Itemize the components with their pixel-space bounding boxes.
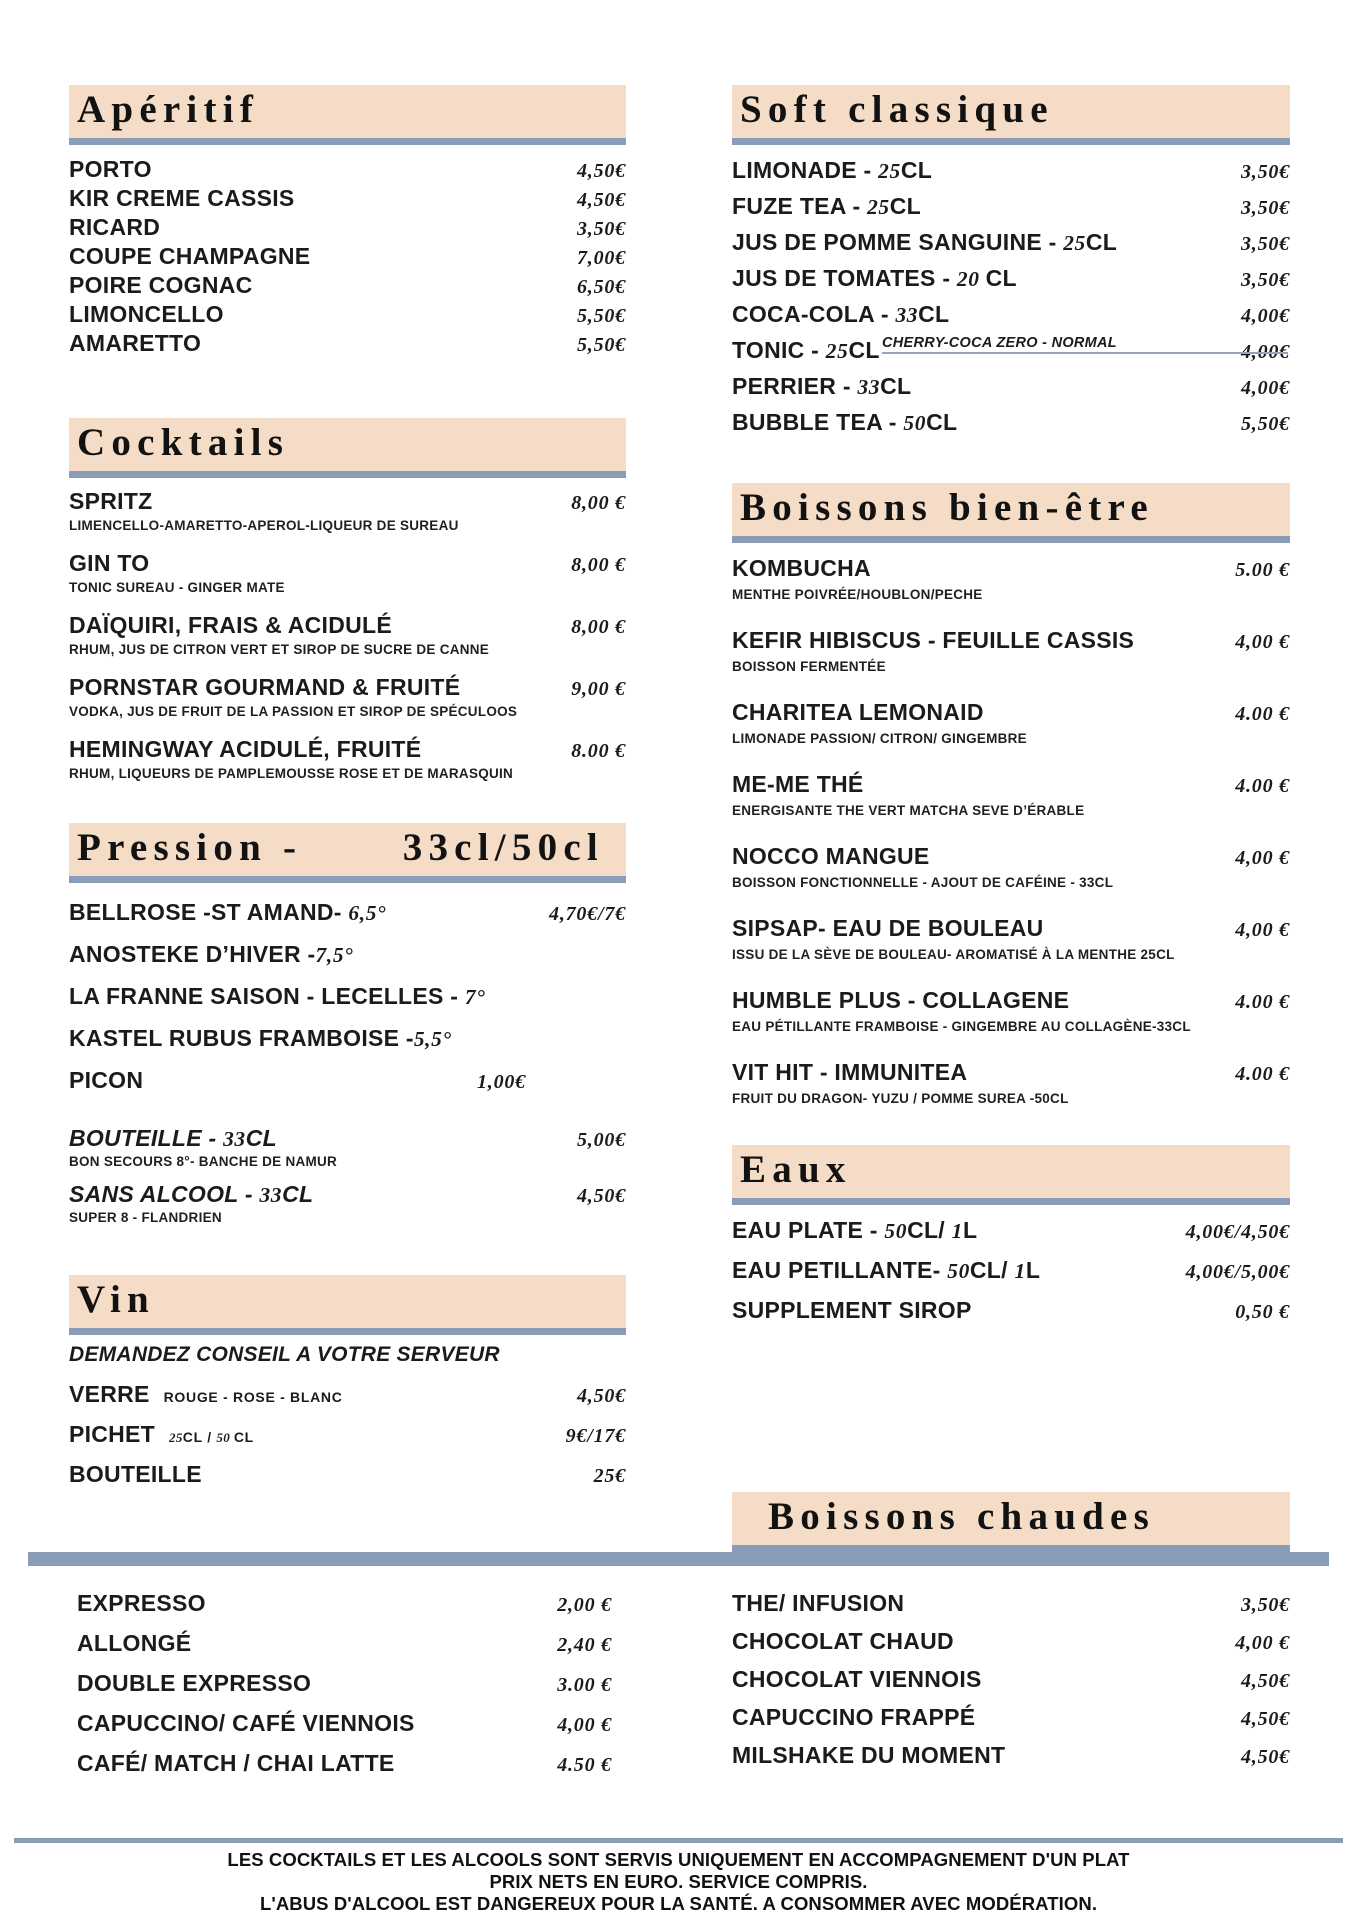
item-name: NOCCO MANGUE — [732, 843, 930, 869]
menu-item-row — [732, 229, 1290, 265]
item-name: SUPPLEMENT SIROP — [732, 1297, 972, 1323]
menu-item — [69, 550, 626, 612]
menu-item-row — [69, 1670, 626, 1710]
coffee-list — [69, 1590, 626, 1790]
item-name: HUMBLE PLUS - COLLAGENE — [732, 987, 1070, 1013]
item-price: 4,00 € — [1235, 919, 1290, 941]
menu-item-row — [732, 265, 1290, 301]
menu-columns — [0, 85, 1357, 1552]
item-price: 3,50€ — [1241, 197, 1290, 219]
menu-item — [69, 488, 626, 550]
section-divider — [28, 1552, 1329, 1566]
menu-item-row — [69, 1710, 626, 1750]
item-price: 5,50€ — [577, 334, 626, 356]
item-price: 4,00€/4,50€ — [1185, 1221, 1290, 1243]
item-name: CHOCOLAT VIENNOIS — [732, 1666, 982, 1692]
cocktails-list — [69, 488, 626, 798]
item-price: 25€ — [593, 1465, 626, 1487]
item-price: 4,00€ — [1241, 341, 1290, 363]
menu-item-row — [732, 337, 1290, 373]
item-price: 3.00 € — [557, 1674, 612, 1696]
item-price: 3,50€ — [1241, 161, 1290, 183]
menu-item-row — [69, 243, 626, 272]
item-price: 3,50€ — [577, 218, 626, 240]
menu-item-row — [69, 301, 626, 330]
item-name: ME-ME THÉ — [732, 771, 864, 797]
menu-item-row — [69, 1421, 626, 1461]
menu-item — [732, 915, 1290, 987]
menu-item-row — [732, 373, 1290, 409]
item-price: 4,50€ — [577, 1185, 626, 1207]
item-price: 3,50€ — [1241, 1594, 1290, 1616]
section-title-text: Vin — [77, 1277, 155, 1321]
menu-item-row — [69, 1630, 626, 1670]
item-price: 4,50€ — [1241, 1708, 1290, 1730]
item-name: KOMBUCHA — [732, 555, 871, 581]
item-price: 3,50€ — [1241, 269, 1290, 291]
menu-item-row — [732, 157, 1290, 193]
pression-section-title — [69, 823, 626, 883]
item-name: VIT HIT - IMMUNITEA — [732, 1059, 968, 1085]
hot-drinks-list — [732, 1590, 1290, 1780]
coca-variants-note: CHERRY-COCA ZERO - NORMAL — [882, 335, 1288, 354]
item-name: CAPUCCINO/ CAFÉ VIENNOIS — [77, 1710, 415, 1736]
item-name: KIR CREME CASSIS — [69, 185, 295, 211]
item-price: 5,50€ — [1241, 413, 1290, 435]
item-description: BOISSON FERMENTÉE — [732, 659, 886, 674]
bottle-list — [69, 1125, 626, 1237]
section-title-text: Boissons bien-être — [740, 485, 1154, 529]
menu-item-row — [69, 185, 626, 214]
menu-item — [69, 736, 626, 798]
item-name: EAU PETILLANTE- 50CL/ 1L — [732, 1257, 1041, 1283]
item-price: 1,00€ — [477, 1071, 526, 1093]
item-price: 4,70€/7€ — [549, 903, 626, 925]
item-price: 4,50€ — [577, 1385, 626, 1407]
section-title-text: Apéritif — [77, 87, 260, 131]
menu-item-row — [732, 409, 1290, 445]
item-price: 9,00 € — [571, 678, 626, 700]
menu-item-row — [69, 156, 626, 185]
bienetre-section-title — [732, 483, 1290, 543]
menu-item — [69, 674, 626, 736]
menu-item — [732, 627, 1290, 699]
menu-item-row — [69, 1067, 626, 1109]
item-name: JUS DE TOMATES - 20 CL — [732, 265, 1017, 291]
item-name: RICARD — [69, 214, 161, 240]
vin-list — [69, 1381, 626, 1501]
menu-item-row — [732, 1217, 1290, 1257]
left-column — [69, 85, 626, 1501]
item-name: DAÏQUIRI, FRAIS & ACIDULÉ — [69, 612, 392, 638]
item-description: MENTHE POIVRÉE/HOUBLON/PECHE — [732, 587, 983, 602]
item-price: 8,00 € — [571, 616, 626, 638]
bottom-columns — [0, 1590, 1357, 1790]
item-name: CHOCOLAT CHAUD — [732, 1628, 954, 1654]
item-price: 4,50€ — [577, 189, 626, 211]
footer — [0, 1838, 1357, 1915]
item-description: BOISSON FONCTIONNELLE - AJOUT DE CAFÉINE - 33CL — [732, 875, 1114, 890]
item-name: COCA-COLA - 33CL — [732, 301, 950, 327]
item-price: 8,00 € — [571, 492, 626, 514]
item-name: ANOSTEKE D’HIVER -7,5° — [69, 941, 354, 967]
item-name: LIMONCELLO — [69, 301, 224, 327]
item-description: LIMENCELLO-AMARETTO-APEROL-LIQUEUR DE SUREAU — [69, 518, 459, 533]
menu-item-row — [69, 983, 626, 1025]
item-price: 5.00 € — [1235, 559, 1290, 581]
menu-item-row — [69, 1590, 626, 1630]
item-description: LIMONADE PASSION/ CITRON/ GINGEMBRE — [732, 731, 1027, 746]
item-price: 2,00 € — [557, 1594, 612, 1616]
item-price: 4,50€ — [1241, 1670, 1290, 1692]
menu-item-row — [732, 1297, 1290, 1337]
menu-item-row — [732, 1628, 1290, 1666]
menu-item-row — [69, 330, 626, 359]
item-name: HEMINGWAY ACIDULÉ, FRUITÉ — [69, 736, 422, 762]
menu-item-row — [732, 1666, 1290, 1704]
menu-item-row — [69, 214, 626, 243]
item-name: COUPE CHAMPAGNE — [69, 243, 311, 269]
item-name: KASTEL RUBUS FRAMBOISE -5,5° — [69, 1025, 452, 1051]
item-price: 4,50€ — [577, 160, 626, 182]
item-name: TONIC - 25CL — [732, 337, 880, 363]
item-price: 4.00 € — [1235, 703, 1290, 725]
menu-item — [69, 612, 626, 674]
item-price: 5,50€ — [577, 305, 626, 327]
section-size-label: 33cl/50cl — [402, 825, 604, 869]
menu-item-row — [69, 1750, 626, 1790]
item-description: EAU PÉTILLANTE FRAMBOISE - GINGEMBRE AU COLLAGÈNE-33CL — [732, 1019, 1191, 1034]
menu-item-row — [69, 899, 626, 941]
item-name: KEFIR HIBISCUS - FEUILLE CASSIS — [732, 627, 1135, 653]
item-name: PERRIER - 33CL — [732, 373, 912, 399]
menu-item-row — [732, 301, 1290, 337]
menu-item — [732, 1059, 1290, 1131]
item-name: PICHET — [69, 1421, 155, 1447]
item-price: 4,00€/5,00€ — [1185, 1261, 1290, 1283]
item-name: EAU PLATE - 50CL/ 1L — [732, 1217, 978, 1243]
menu-item — [732, 843, 1290, 915]
soft-list — [732, 157, 1290, 445]
item-price: 8.00 € — [571, 740, 626, 762]
item-price: 4.50 € — [557, 1754, 612, 1776]
item-name: DOUBLE EXPRESSO — [77, 1670, 312, 1696]
item-name: PORTO — [69, 156, 152, 182]
item-name: PORNSTAR GOURMAND & FRUITÉ — [69, 674, 461, 700]
menu-item-row — [732, 1257, 1290, 1297]
pression-list — [69, 899, 626, 1109]
item-name: AMARETTO — [69, 330, 202, 356]
menu-item-row — [69, 272, 626, 301]
item-description: RHUM, JUS DE CITRON VERT ET SIROP DE SUCRE DE CANNE — [69, 642, 490, 657]
menu-item-row — [732, 193, 1290, 229]
item-description: SUPER 8 - FLANDRIEN — [69, 1210, 222, 1225]
item-name: EXPRESSO — [77, 1590, 206, 1616]
item-price: 7,00€ — [577, 247, 626, 269]
item-price: 9€/17€ — [565, 1425, 626, 1447]
item-name: BUBBLE TEA - 50CL — [732, 409, 958, 435]
bienetre-list — [732, 555, 1290, 1131]
footer-line: LES COCKTAILS ET LES ALCOOLS SONT SERVIS UNIQUEMENT EN ACCOMPAGNEMENT D'UN PLAT — [227, 1849, 1130, 1870]
item-name: FUZE TEA - 25CL — [732, 193, 921, 219]
menu-item-row — [732, 1742, 1290, 1780]
item-detail: 25CL / 50 CL — [169, 1429, 254, 1445]
item-name: SPRITZ — [69, 488, 153, 514]
item-name: LA FRANNE SAISON - LECELLES - 7° — [69, 983, 486, 1009]
item-name: BELLROSE -ST AMAND- 6,5° — [69, 899, 387, 925]
item-name: BOUTEILLE - 33CL — [69, 1125, 277, 1151]
item-description: FRUIT DU DRAGON- YUZU / POMME SUREA -50CL — [732, 1091, 1069, 1106]
item-price: 4,00 € — [1235, 631, 1290, 653]
item-name: POIRE COGNAC — [69, 272, 253, 298]
footer-divider — [14, 1838, 1343, 1843]
item-price: 4.00 € — [1235, 1063, 1290, 1085]
vin-section-title — [69, 1275, 626, 1335]
item-price: 4,00€ — [1241, 377, 1290, 399]
item-name: CAFÉ/ MATCH / CHAI LATTE — [77, 1750, 395, 1776]
item-price: 4,00€ — [1241, 305, 1290, 327]
menu-item — [732, 699, 1290, 771]
menu-item — [732, 771, 1290, 843]
section-title-text: Cocktails — [77, 420, 290, 464]
menu-item-row — [732, 1590, 1290, 1628]
item-price: 5,00€ — [577, 1129, 626, 1151]
item-name: JUS DE POMME SANGUINE - 25CL — [732, 229, 1118, 255]
item-name: SANS ALCOOL - 33CL — [69, 1181, 314, 1207]
soft-section-title — [732, 85, 1290, 145]
item-price: 4.00 € — [1235, 991, 1290, 1013]
item-price: 0,50 € — [1235, 1301, 1290, 1323]
chaudes-section-title — [732, 1492, 1290, 1552]
section-title-text: Pression - — [77, 825, 303, 869]
item-description: RHUM, LIQUEURS DE PAMPLEMOUSSE ROSE ET DE MARASQUIN — [69, 766, 514, 781]
section-title-text: Eaux — [740, 1147, 852, 1191]
item-name: GIN TO — [69, 550, 150, 576]
aperitif-section-title — [69, 85, 626, 145]
wine-advice-note: DEMANDEZ CONSEIL A VOTRE SERVEUR — [69, 1343, 500, 1366]
section-title-text: Soft classique — [740, 87, 1054, 131]
footer-text — [0, 1849, 1357, 1915]
menu-item-row — [69, 941, 626, 983]
item-name: THE/ INFUSION — [732, 1590, 905, 1616]
menu-item — [69, 1181, 626, 1237]
menu-item — [69, 1125, 626, 1181]
item-price: 2,40 € — [557, 1634, 612, 1656]
menu-item-row — [69, 1461, 626, 1501]
item-name: SIPSAP- EAU DE BOULEAU — [732, 915, 1044, 941]
menu-item-row — [69, 1381, 626, 1421]
menu-item — [732, 987, 1290, 1059]
item-detail: ROUGE - ROSE - BLANC — [163, 1389, 343, 1405]
item-name: CAPUCCINO FRAPPÉ — [732, 1704, 976, 1730]
item-price: 6,50€ — [577, 276, 626, 298]
cocktails-section-title — [69, 418, 626, 478]
item-price: 4.00 € — [1235, 775, 1290, 797]
eaux-list — [732, 1217, 1290, 1337]
item-price: 4,00 € — [1235, 847, 1290, 869]
item-description: ENERGISANTE THE VERT MATCHA SEVE D’ÉRABLE — [732, 803, 1085, 818]
item-price: 4,00 € — [557, 1714, 612, 1736]
item-name: BOUTEILLE — [69, 1461, 202, 1487]
menu-item-row — [69, 1025, 626, 1067]
right-column — [732, 85, 1290, 1552]
item-price: 4,50€ — [1241, 1746, 1290, 1768]
item-name: CHARITEA LEMONAID — [732, 699, 984, 725]
eaux-section-title — [732, 1145, 1290, 1205]
item-name: VERRE — [69, 1381, 150, 1407]
aperitif-list — [69, 156, 626, 359]
item-price: 8,00 € — [571, 554, 626, 576]
item-description: BON SECOURS 8°- BANCHE DE NAMUR — [69, 1154, 338, 1169]
item-name: PICON — [69, 1067, 144, 1093]
menu-item — [732, 555, 1290, 627]
item-name: MILSHAKE DU MOMENT — [732, 1742, 1006, 1768]
item-price: 3,50€ — [1241, 233, 1290, 255]
item-price: 4,00 € — [1235, 1632, 1290, 1654]
item-description: VODKA, JUS DE FRUIT DE LA PASSION ET SIROP DE SPÉCULOOS — [69, 704, 518, 719]
footer-line: PRIX NETS EN EURO. SERVICE COMPRIS. — [489, 1871, 868, 1892]
footer-line: L'ABUS D'ALCOOL EST DANGEREUX POUR LA SANTÉ. A CONSOMMER AVEC MODÉRATION. — [259, 1893, 1098, 1914]
item-name: LIMONADE - 25CL — [732, 157, 933, 183]
item-description: ISSU DE LA SÈVE DE BOULEAU- AROMATISÉ À LA MENTHE 25CL — [732, 947, 1175, 962]
menu-item-row — [732, 1704, 1290, 1742]
section-title-text: Boissons chaudes — [768, 1494, 1156, 1538]
item-name: ALLONGÉ — [77, 1630, 192, 1656]
item-description: TONIC SUREAU - GINGER MATE — [69, 580, 285, 595]
